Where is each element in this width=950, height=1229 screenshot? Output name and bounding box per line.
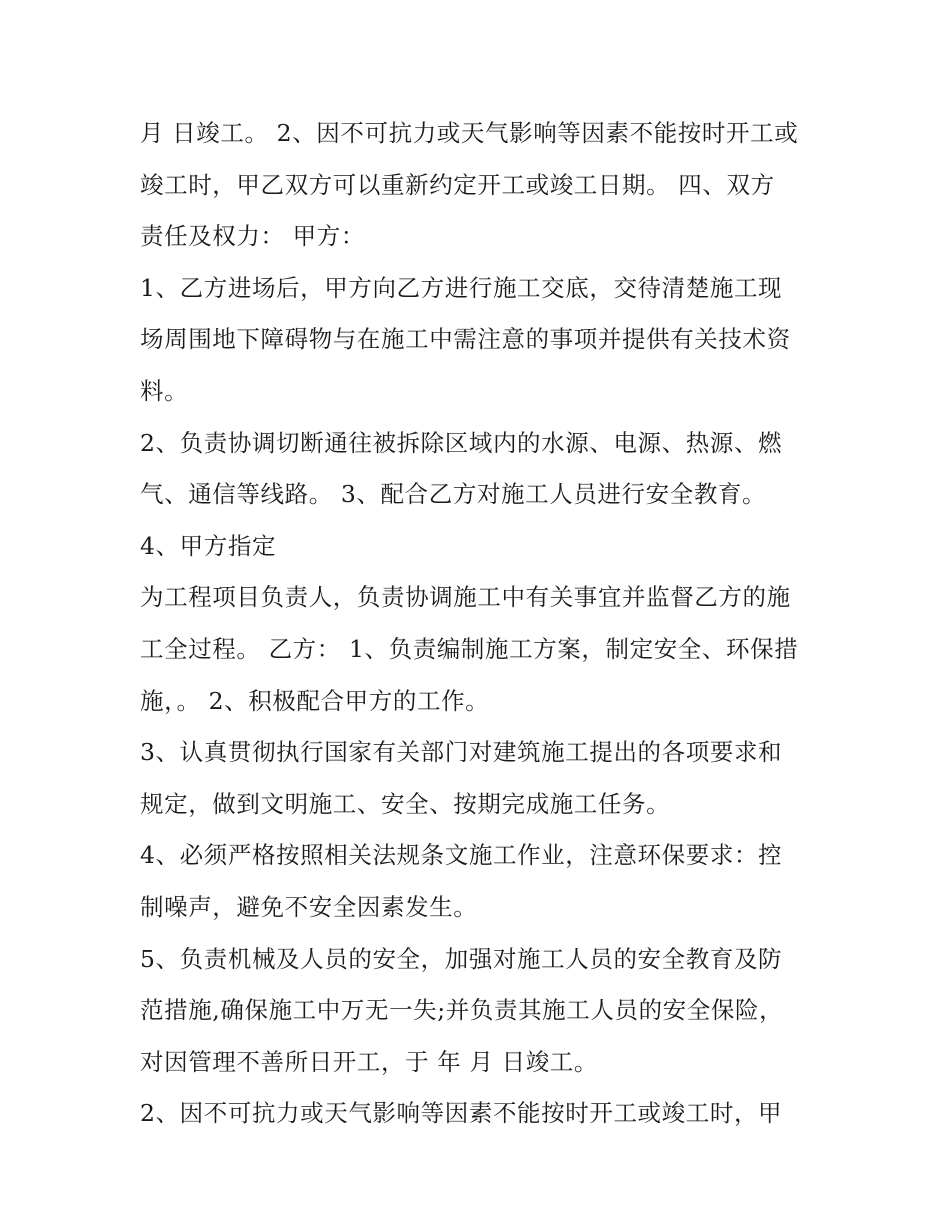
text-line: 3、认真贯彻执行国家有关部门对建筑施工提出的各项要求和 bbox=[140, 738, 783, 767]
text-line: 责任及权力： 甲方： bbox=[140, 222, 365, 251]
text-line: 制噪声，避免不安全因素发生。 bbox=[140, 892, 478, 921]
text-line: 5、负责机械及人员的安全，加强对施工人员的安全教育及防 bbox=[140, 944, 783, 973]
text-line: 月 日竣工。 2、因不可抗力或天气影响等因素不能按时开工或 bbox=[140, 119, 799, 147]
text-line: 1、乙方进场后，甲方向乙方进行施工交底，交待清楚施工现 bbox=[140, 273, 783, 302]
text-line: 对因管理不善所日开工，于 年 月 日竣工。 bbox=[140, 1047, 599, 1076]
text-line: 规定，做到文明施工、安全、按期完成施工任务。 bbox=[140, 789, 671, 818]
text-line: 2、负责协调切断通往被拆除区域内的水源、电源、热源、燃 bbox=[140, 428, 783, 457]
text-line: 竣工时，甲乙双方可以重新约定开工或竣工日期。 四、双方 bbox=[140, 170, 775, 199]
text-line: 2、因不可抗力或天气影响等因素不能按时开工或竣工时，甲 bbox=[140, 1099, 783, 1128]
text-line: 施，。 2、积极配合甲方的工作。 bbox=[140, 686, 490, 715]
text-line: 工全过程。 乙方： 1、负责编制施工方案，制定安全、环保措 bbox=[140, 634, 799, 663]
text-line: 4、必须严格按照相关法规条文施工作业，注意环保要求：控 bbox=[140, 841, 783, 870]
text-line: 范措施,确保施工中万无一失;并负责其施工人员的安全保险， bbox=[140, 996, 784, 1025]
text-line: 场周围地下障碍物与在施工中需注意的事项并提供有关技术资 bbox=[140, 325, 791, 354]
text-line: 4、甲方指定 bbox=[140, 531, 277, 560]
document-body bbox=[140, 108, 820, 1140]
text-line: 料。 bbox=[140, 376, 189, 405]
text-line: 气、通信等线路。 3、配合乙方对施工人员进行安全教育。 bbox=[140, 480, 767, 509]
text-line: 为工程项目负责人，负责协调施工中有关事宜并监督乙方的施 bbox=[140, 583, 791, 612]
